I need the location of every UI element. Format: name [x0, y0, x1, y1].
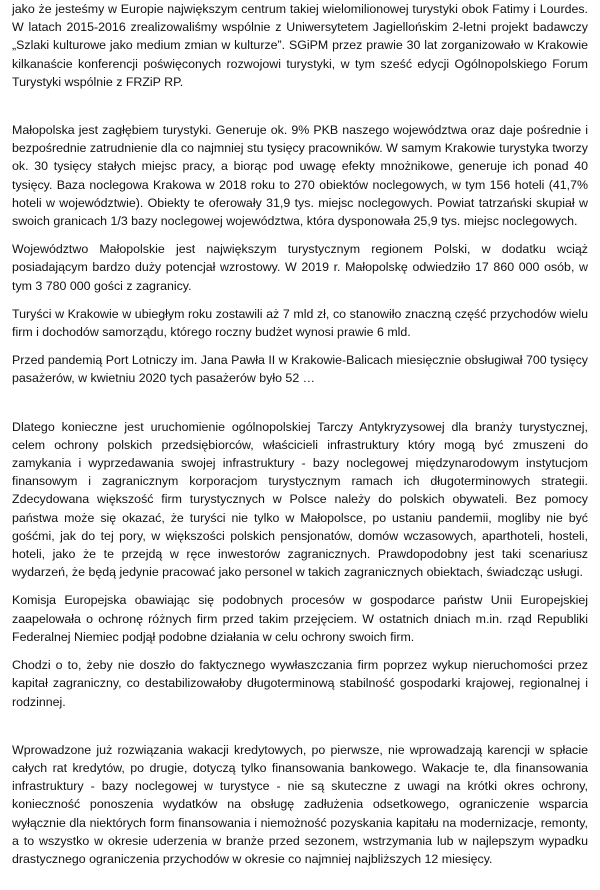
paragraph-european-commission: Komisja Europejska obawiając się podobnych procesów w gospodarce państw Unii Europejskiej zaapelowała o ochronę różnych firm przed takim przejęciem. W ostatnich dniach m.in. rząd Republiki Federalnej Niemiec podjął podobne działania w celu ochrony swoich firm.: [12, 593, 588, 644]
paragraph-voivodeship-region: Województwo Małopolskie jest największym turystycznym regionem Polski, w dodatku wciąż posiadającym bardzo duży potencjał wzrostowy. W 2019 r. Małopolskę odwiedziło 17 860 000 osób, w tym 3 780 000 gości z zagranicy.: [12, 242, 588, 293]
paragraph-anti-crisis-shield: Dlatego konieczne jest uruchomienie ogólnopolskiej Tarczy Antykryzysowej dla branży turystycznej, celem ochrony polskich przedsiębiorców, właścicieli infrastruktury który mogą być zmuszeni do zamykania i wyprzedawania swojej infrastruktury - bazy noclegowej międzynarodowym instytucjom finansowym i zagranicznym korporacjom turystycznym ramach ich długoterminowych strategii. Zdecydowana większość firm turystycznych w Polsce należy do polskich obywateli. Bez pomocy państwa może się okazać, że turyści nie tylko w Małopolsce, po ustaniu pandemii, mogliby nie być gośćmi, jak do tej pory, w większości polskich pensjonatów, domów wczasowych, aparthoteli, hosteli, hoteli, jako że te przejdą w ręce inwestorów zagranicznych. Prawdopodobny jest taki scenariusz wydarzeń, że będą jedynie pracować jako personel w takich zagranicznych obiektach, świadcząc usługi.: [12, 419, 588, 580]
paragraph-pilgrimage-tourism: jako że jesteśmy w Europie największym centrum takiej wielomilionowej turystyki obok Fatimy i Lourdes. W latach 2015-2016 zrealizowaliśmy wspólnie z Uniwersytetem Jagiellońskim 2-letni projekt badawczy „Szlaki kulturowe jako medium zmian w kulturze”. SGiPM przez prawie 30 lat zorganizowało w Krakowie kilkanaście konferencji poświęconych rozwojowi turystyki, w tym sześć edycji Ogólnopolskiego Forum Turystyki wspólnie z FRZiP RP.: [12, 2, 588, 89]
paragraph-airport-passengers: Przed pandemią Port Lotniczy im. Jana Pawła II w Krakowie-Balicach miesięcznie obsługiwał 700 tysięcy pasażerów, w kwietniu 2020 tych pasażerów było 52 …: [12, 353, 588, 386]
document-page: [12, 0, 588, 878]
paragraph-malopolska-tourism: Małopolska jest zagłębiem turystyki. Generuje ok. 9% PKB naszego województwa oraz daje pośrednie i bezpośrednie zatrudnienie dla co najmniej stu tysięcy pracowników. W samym Krakowie turystyka tworzy ok. 30 tysięcy stałych miejsc pracy, a biorąc pod uwagę efekty mnożnikowe, generuje ich ponad 40 tysięcy. Baza noclegowa Krakowa w 2018 roku to 270 obiektów noclegowych, w tym 156 hoteli (41,7% hoteli w województwie). Obiekty te oferowały 31,9 tys. miejsc noclegowych. Powiat tatrzański skupiał w swoich granicach 1/3 bazy noclegowej województwa, która dysponowała 25,9 tys. miejsc noclegowych.: [12, 123, 588, 229]
paragraph-gap: [12, 398, 588, 418]
paragraph-credit-holidays: Wprowadzone już rozwiązania wakacji kredytowych, po pierwsze, nie wprowadzają karencji w spłacie całych rat kredytów, po drugie, dotyczą tylko finansowania bankowego. Wakacje te, dla finansowania infrastruktury - bazy noclegowej w turystyce - nie są skuteczne z uwagi na krótki okres ochrony, konieczność ponoszenia wydatków na obsługę zadłużenia odsetkowego, ograniczenie wsparcia wyłącznie dla niektórych form finansowania i niemożność pozyskania kapitału na modernizacje, remonty, a to wszystko w okresie uderzenia w branże przed sezonem, wstrzymania lub w najlepszym wypadku drastycznego ograniczenia przychodów w okresie co najmniej najbliższych 12 miesięcy.: [12, 742, 588, 866]
paragraph-expropriation: Chodzi o to, żeby nie doszło do faktycznego wywłaszczania firm poprzez wykup nieruchomości przez kapitał zagraniczny, co destabilizowałoby długoterminową stabilność gospodarki krajowej, regionalnej i rodzinnej.: [12, 658, 588, 709]
paragraph-gap: [12, 101, 588, 121]
paragraph-tourist-spending: Turyści w Krakowie w ubiegłym roku zostawili aż 7 mld zł, co stanowiło znaczną część przychodów wielu firm i dochodów samorządu, którego roczny budżet wynosi prawie 6 mld.: [12, 306, 588, 340]
paragraph-gap: [12, 721, 588, 741]
